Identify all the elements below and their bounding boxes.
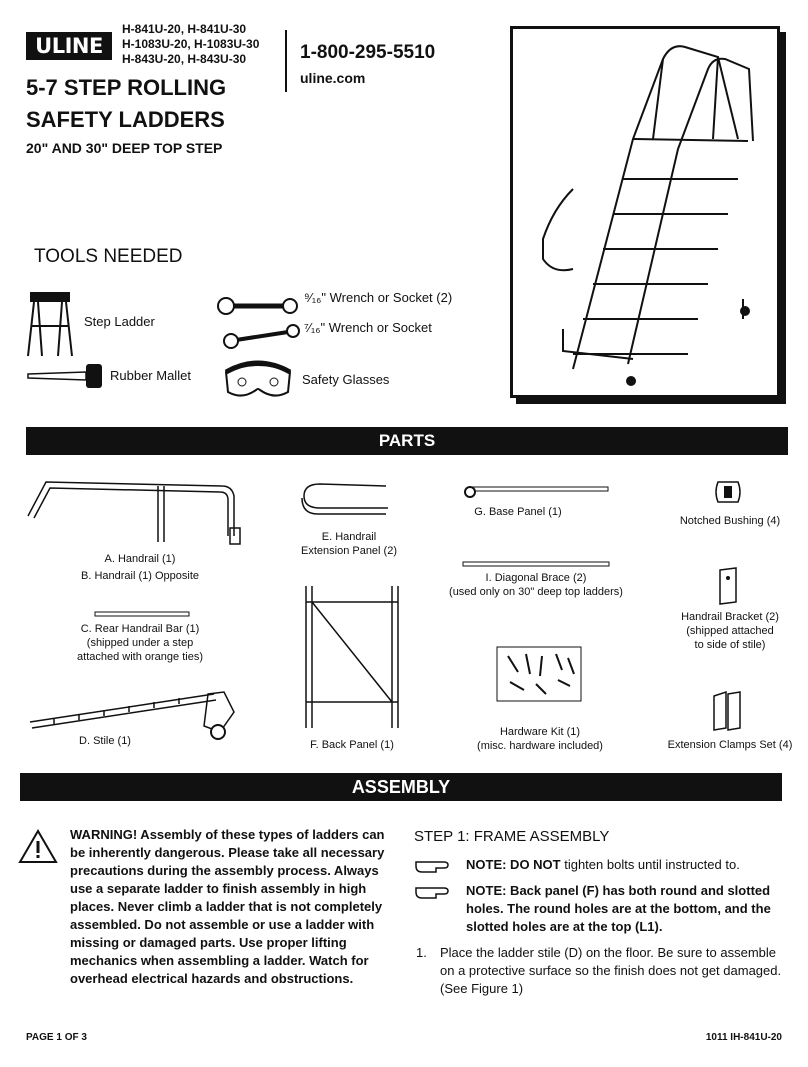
diagonal-brace-drawing (462, 560, 610, 568)
part-g-label: G. Base Panel (1) (474, 506, 562, 518)
handrail-bracket-line: (shipped attached (686, 625, 774, 637)
parts-heading: PARTS (26, 427, 788, 455)
handrail-extension-drawing (300, 478, 394, 524)
step-item-text: Place the ladder stile (D) on the floor. Be sure to assemble on a protective surface so the finish does not get damaged. (See Figure 1) (440, 945, 782, 996)
page-subtitle: 20" AND 30" DEEP TOP STEP (26, 140, 223, 156)
step-item-number: 1. (416, 945, 427, 960)
model-line: H-1083U-20, H-1083U-30 (122, 37, 260, 51)
note-1-body: tighten bolts until instructed to. (560, 857, 740, 872)
extension-clamps-label: Extension Clamps Set (4) (667, 739, 793, 751)
phone-number: 1-800-295-5510 (300, 42, 436, 63)
handrail-bracket-line: to side of stile) (694, 639, 766, 651)
warning-text (70, 826, 386, 988)
website-link[interactable]: uline.com (300, 70, 366, 86)
handrail-bracket-drawing (716, 566, 740, 606)
notched-bushing-label: Notched Bushing (4) (679, 515, 781, 527)
hardware-kit-line: Hardware Kit (1) (499, 726, 581, 738)
part-f-label: F. Back Panel (1) (310, 739, 394, 751)
part-e-line: E. Handrail (321, 531, 377, 543)
document-code: 1011 IH-841U-20 (705, 1032, 782, 1043)
notched-bushing-drawing (712, 478, 744, 506)
part-i-label (430, 571, 642, 599)
back-panel-drawing (296, 582, 408, 732)
ladder-illustration (510, 26, 780, 398)
title-line: SAFETY LADDERS (26, 107, 225, 132)
title-line: 5-7 STEP ROLLING (26, 75, 227, 100)
part-c-line: attached with orange ties) (77, 651, 203, 663)
header-divider (285, 30, 287, 92)
step-1-heading: STEP 1: FRAME ASSEMBLY (414, 828, 610, 845)
note-1 (466, 856, 786, 874)
wrench-icon (216, 290, 300, 322)
part-i-line: (used only on 30" deep top ladders) (449, 586, 623, 598)
rubber-mallet-icon (26, 362, 106, 390)
handrail-bracket-label (672, 610, 788, 652)
model-numbers (122, 22, 259, 67)
note-2: NOTE: Back panel (F) has both round and slotted holes. The round holes are at the bottom, and the slotted holes are at the top (L1). (466, 883, 771, 934)
hardware-kit-label (450, 725, 630, 753)
rear-handrail-bar-drawing (94, 610, 190, 618)
warning-body: Assembly of these types of ladders can be inherently dangerous. Please take all necessary precautions during the assembly process. Always use a separate ladder to finish assembly in high places. Never climb a ladder that is not completely assembled. Do not assemble or use a ladder with missing or damaged parts. Use proper lifting mechanics when assembling a ladder. Watch for overhead electrical hazards and obstructions. (70, 827, 385, 986)
part-e-label (294, 530, 404, 558)
page-title (26, 72, 226, 136)
warning-lead: WARNING! (70, 827, 138, 842)
rolling-ladder-drawing (513, 29, 777, 395)
part-b-label: B. Handrail (1) Opposite (81, 570, 199, 582)
note-1-lead: NOTE: DO NOT (466, 857, 561, 872)
part-e-line: Extension Panel (2) (301, 545, 397, 557)
part-c-label (40, 622, 240, 664)
model-line: H-843U-20, H-843U-30 (122, 52, 247, 66)
step-ladder-label: Step Ladder (84, 314, 155, 329)
part-d-label: D. Stile (1) (79, 735, 131, 747)
step-ladder-icon (26, 290, 74, 358)
model-line: H-841U-20, H-841U-30 (122, 22, 247, 36)
part-c-line: (shipped under a step (86, 637, 194, 649)
hardware-kit-line: (misc. hardware included) (477, 740, 603, 752)
part-i-line: I. Diagonal Brace (2) (485, 572, 587, 584)
extension-clamps-drawing (710, 688, 744, 734)
tools-heading: TOOLS NEEDED (34, 246, 183, 267)
hardware-kit-drawing (496, 646, 582, 702)
wrench-icon (222, 322, 302, 352)
base-panel-drawing (462, 480, 610, 502)
handrail-drawing (24, 476, 250, 548)
uline-logo: ULINE (26, 32, 112, 60)
part-a-label: A. Handrail (1) (104, 553, 176, 565)
wrench-916-label: ⁹⁄₁₆" Wrench or Socket (2) (304, 290, 453, 305)
wrench-716-label: ⁷⁄₁₆" Wrench or Socket (304, 320, 432, 335)
rubber-mallet-label: Rubber Mallet (110, 368, 191, 383)
pointing-hand-icon (414, 856, 458, 876)
safety-glasses-icon (220, 354, 296, 404)
warning-icon (18, 828, 58, 864)
assembly-heading: ASSEMBLY (20, 773, 782, 801)
handrail-bracket-line: Handrail Bracket (2) (681, 611, 779, 623)
pointing-hand-icon (414, 882, 458, 902)
page-number: PAGE 1 OF 3 (26, 1032, 87, 1043)
part-c-line: C. Rear Handrail Bar (1) (80, 623, 200, 635)
safety-glasses-label: Safety Glasses (302, 372, 390, 387)
